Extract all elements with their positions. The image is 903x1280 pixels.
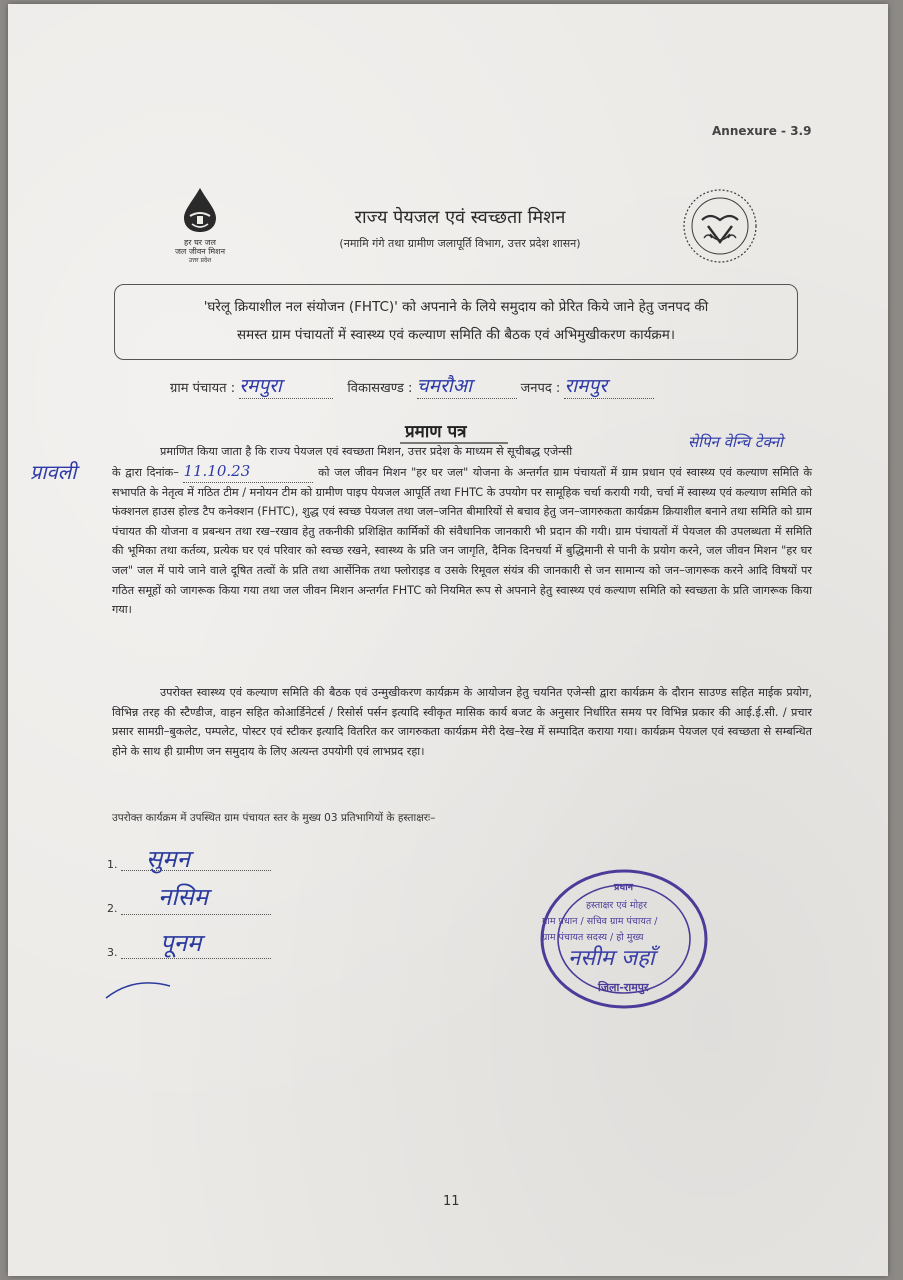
janpad-value: रामपुर	[564, 372, 654, 399]
seal-handwritten-name: नसीम जहाँ	[568, 946, 655, 971]
page-number: 11	[443, 1194, 460, 1209]
signature-number-3: 3.	[107, 946, 118, 959]
annexure-label: Annexure - 3.9	[712, 124, 812, 138]
gram-panchayat-value: रमपुरा	[239, 372, 333, 399]
pen-stroke	[104, 974, 174, 1004]
by-date-label: के द्वारा दिनांक–	[112, 466, 179, 479]
paragraph-1-intro: प्रमाणित किया जाता है कि राज्य पेयजल एवं स्वच्छता मिशन, उत्तर प्रदेश के माध्यम से सूचीबद्ध एजेन्सी	[160, 445, 573, 458]
signature-number-1: 1.	[107, 858, 118, 871]
signature-3: पूनम	[160, 929, 202, 957]
seal-line-1: हस्ताक्षर एवं मोहर	[586, 900, 647, 911]
logo-caption-1: हर घर जल	[184, 238, 216, 247]
certificate-title: प्रमाण पत्र	[405, 422, 467, 442]
seal-ring-bottom: जिला-रामपुर	[598, 981, 649, 994]
signature-intro: उपरोक्त कार्यक्रम में उपस्थित ग्राम पंचायत स्तर के मुख्य 03 प्रतिभागियों के हस्ताक्षरः–	[112, 812, 436, 824]
vikaskhand-label: विकासखण्ड :	[347, 381, 413, 396]
paragraph-1-body: को जल जीवन मिशन "हर घर जल" योजना के अन्तर्गत ग्राम पंचायतों में ग्राम प्रधान एवं स्वास्थ्य एवं कल्याण समिति के सभापति के नेतृत्व में गठित टीम / मनोयन टीम को ग्रामीण पाइप पेयजल आपूर्ति तथा FHTC के उपयोग पर सामूहिक चर्चा करायी गयी, चर्चा में स्वास्थ्य एवं कल्याण समिति को फंक्शनल हाउस होल्ड टैप कनेक्शन (FHTC), शुद्ध एवं स्वच्छ पेयजल तथा जल–जनित बीमारियों से बचाव हेतु जन–जागरुकता कार्यक्रम क्रियाशील बनाने तथा समिति को ग्राम पंचायत की योजना व प्रबन्धन तथा रख–रखाव हेतु तकनीकी प्रशिक्षित कार्मिकों की संवैधानिक जानकारी भी प्रदान की गयी। ग्राम पंचायतों में पेयजल की उपलब्धता में समिति की भूमिका तथा कर्तव्य, प्रत्येक घर एवं परिवार को स्वच्छ रखने, स्वास्थ्य के प्रति जन जागृति, दैनिक दिनचर्या में बुद्धिमानी से पानी के प्रयोग करने, जल जीवन मिशन "हर घर जल" जल में पाये जाने वाले दूषित तत्वों के प्रति तथा आर्सेनिक तथा फ्लोराइड व उसके रिमूवल संयंत्र की जानकारी से जन सामान्य को जन–जागरूक करने आदि विषयों पर गठित समूहों को जागरूक किया गया तथा जल जीवन मिशन अन्तर्गत FHTC को नियमित रूप से अपनाने हेतु स्वास्थ्य एवं कल्याण समिति को स्वच्छता के प्रति जागरूक किया गया।	[112, 466, 812, 617]
seal-line-3: ग्राम पंचायत सदस्य / हो मुख्य	[542, 932, 644, 943]
logo-caption-2: जल जीवन मिशन	[174, 247, 226, 256]
agency-name-handwritten: सेपिन वेन्चि टेक्नो	[688, 433, 783, 451]
paragraph-1	[112, 462, 812, 620]
signature-number-2: 2.	[107, 902, 118, 915]
vikaskhand-value: चमरौआ	[417, 372, 517, 399]
programme-line-2: समस्त ग्राम पंचायतों में स्वास्थ्य एवं कल्याण समिति की बैठक एवं अभिमुखीकरण कार्यक्रम।	[237, 327, 675, 343]
logo-caption-3: उत्तर प्रदेश	[188, 257, 212, 264]
signature-2: नसिम	[158, 883, 209, 911]
seal-ring-top: प्रधान	[614, 882, 633, 893]
jal-jeevan-mission-logo	[160, 186, 240, 265]
mission-title: राज्य पेयजल एवं स्वच्छता मिशन	[354, 207, 566, 228]
paragraph-2	[112, 683, 812, 761]
paragraph-1-opening	[112, 442, 688, 462]
seal-line-2: ग्राम प्रधान / सचिव ग्राम पंचायत /	[542, 916, 658, 927]
location-fields	[170, 372, 654, 399]
margin-handwriting: प्रावली	[30, 460, 77, 484]
pradhan-seal	[538, 868, 710, 1010]
programme-line-1: 'घरेलू क्रियाशील नल संयोजन (FHTC)' को अपनाने के लिये समुदाय को प्रेरित किये जाने हेतु जनपद की	[203, 299, 709, 315]
emblem-icon	[680, 186, 760, 266]
date-handwritten: 11.10.23	[183, 462, 313, 483]
janpad-label: जनपद :	[520, 381, 561, 396]
signature-1: सुमन	[146, 845, 190, 873]
up-government-emblem	[680, 186, 760, 270]
gram-panchayat-label: ग्राम पंचायत :	[170, 381, 236, 396]
mission-subtitle: (नमामि गंगे तथा ग्रामीण जलापूर्ति विभाग, उत्तर प्रदेश शासन)	[339, 237, 581, 250]
paragraph-2-body: उपरोक्त स्वास्थ्य एवं कल्याण समिति की बैठक एवं उन्मुखीकरण कार्यक्रम के आयोजन हेतु चयनित एजेन्सी द्वारा कार्यक्रम के दौरान साउण्ड सहित माईक प्रयोग, विभिन्न तरह की स्टैण्डीज, वाहन सहित कोआर्डिनेटर्स / रिसोर्स पर्सन इत्यादि स्वीकृत मासिक कार्य बजट के अनुसार निर्धारित समय पर विभिन्न प्रकार की आई.ई.सी. / प्रचार प्रसार सामग्री–बुकलेट, पम्पलेट, पोस्टर एवं स्टीकर इत्यादि वितरित कर जागरुकता कार्यक्रम मेरी देख–रेख में सम्पादित कराया गया। कार्यक्रम पेयजल एवं स्वच्छता से सम्बन्धित होने के साथ ही ग्रामीण जन समुदाय के लिए अत्यन्त उपयोगी एवं लाभप्रद रहा।	[112, 686, 812, 758]
programme-title-box	[114, 284, 798, 360]
water-drop-icon	[180, 186, 220, 234]
